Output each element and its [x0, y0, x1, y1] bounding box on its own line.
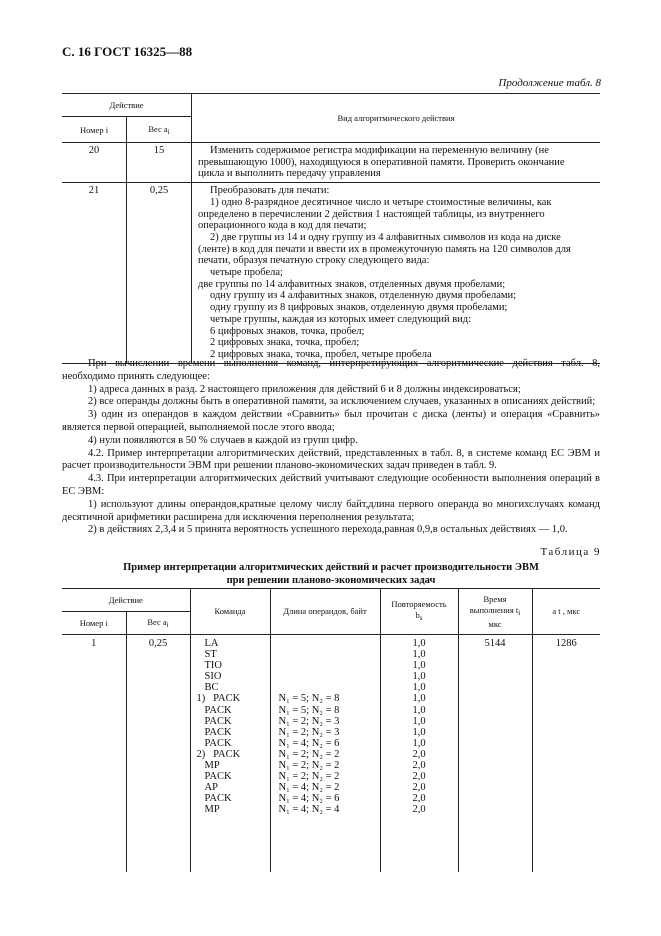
header-description: Вид алгоритмического действия [192, 94, 601, 143]
operand-length: N₁ = 4; N₂ = 4 [278, 804, 340, 816]
description-line: две группы по 14 алфавитных знаков, отделенных двумя пробелами; [198, 278, 506, 290]
description-line: 2 цифровых знака, точка, пробел; [210, 337, 360, 349]
repeat-value: 2,0 [412, 771, 426, 783]
description-line: 6 цифровых знаков, точка, пробел; [210, 325, 365, 337]
header-weight: Вес $a_i$ [126, 612, 190, 635]
repeat-value: 1,0 [412, 638, 426, 649]
repeat-value: 2,0 [412, 760, 426, 772]
repeat-value: 1,0 [412, 737, 426, 749]
table-9-header-row [62, 589, 600, 612]
repeat-value: 2,0 [412, 793, 426, 805]
operand-length [279, 638, 380, 649]
repeat-value: 1,0 [412, 660, 426, 672]
row-weight: 0,25 [127, 183, 192, 364]
header-length: Длина операндов, байт [270, 589, 380, 635]
command: LA [204, 638, 219, 649]
row-description [192, 143, 601, 183]
operand-length: N₁ = 2; N₂ = 2 [278, 748, 340, 760]
table-9-title-line: Пример интерпретации алгоритмических действий и расчет производительности ЭВМ [123, 562, 539, 573]
row-number: 20 [62, 143, 127, 183]
operand-length [279, 660, 380, 671]
paragraph: 1) используют длины операндов,кратные целому числу байт,длина первого операнда во многихслучаях команд десятичной арифметики расширена для исключения переполнения результата; [62, 498, 600, 523]
table-row [62, 183, 600, 364]
repeat-value: 1,0 [412, 693, 426, 705]
command: PACK [204, 793, 232, 805]
paragraph: 2) в действиях 2,3,4 и 5 принята вероятность успешного перехода,равная 0,9,в остальных действиях — 1,0. [88, 524, 568, 536]
command: ST [204, 649, 217, 661]
row-weight: 15 [127, 143, 192, 183]
description-line: Изменить содержимое регистра модификации на переменную величину (не [210, 145, 549, 156]
repeat-value: 2,0 [412, 804, 426, 816]
description-line: одну группу из 4 алфавитных знаков, отделенную двумя пробелами; [210, 290, 517, 302]
command: AP [204, 782, 218, 794]
command: BC [204, 682, 219, 694]
command-column [190, 635, 270, 873]
command: PACK [204, 771, 232, 783]
command: SIO [204, 671, 222, 683]
description-line: одну группу из 8 цифровых знаков, отделенную двумя пробелами; [210, 302, 508, 314]
paragraph: 4.3. При интерпретации алгоритмических действий учитывают следующие особенности выполнения операций в ЕС ЭВМ: [62, 473, 600, 497]
row-time: 5144 [458, 635, 532, 873]
command: 2) PACK [196, 748, 241, 760]
operand-length: N₁ = 2; N₂ = 2 [278, 760, 340, 772]
description-line: четыре пробела; [210, 267, 283, 279]
table-9 [62, 588, 600, 872]
operand-length: N₁ = 5; N₂ = 8 [278, 704, 340, 716]
paragraph: 2) все операнды должны быть в оперативной памяти, за исключением случаев, указанных в описаниях действий; [88, 396, 596, 408]
repeat-value: 1,0 [412, 682, 426, 694]
table-8 [62, 93, 600, 364]
description-line: определено в перечислении 2 действия 1 настоящей таблицы, из внутреннего [198, 208, 545, 220]
command: MP [204, 760, 220, 772]
paragraph: 4) нули появляются в 50 % случаев в каждой из групп цифр. [88, 434, 358, 446]
header-repeat: Повторяемость $b_s$ [380, 589, 458, 635]
header-number: Номер i [62, 612, 126, 635]
repeat-value: 2,0 [412, 782, 426, 794]
header-weight: Вес $a_i$ [127, 117, 192, 143]
header-product: a t , мкс [532, 589, 600, 635]
repeat-value: 1,0 [412, 671, 426, 683]
paragraph: 1) адреса данных в разд. 2 настоящего приложения для действий 6 и 8 должны индексироваться; [88, 383, 521, 395]
header-action: Действие [62, 589, 190, 612]
command: PACK [204, 715, 232, 727]
row-product: 1286 [555, 638, 577, 649]
command: 1) PACK [196, 693, 241, 705]
description-line: печати, образуя печатную строку следующего вида: [198, 255, 430, 267]
table-9-label: Таблица 9 [540, 546, 601, 558]
header-number: Номер i [62, 117, 127, 143]
row-number: 21 [62, 183, 127, 364]
operand-length [279, 682, 380, 693]
description-line: операционного кода в код для печати; [198, 220, 367, 232]
operand-length: N₁ = 2; N₂ = 3 [278, 726, 340, 738]
operand-length: N₁ = 4; N₂ = 2 [278, 782, 340, 794]
operand-length: N₁ = 2; N₂ = 2 [278, 771, 340, 783]
operand-length: N₁ = 4; N₂ = 6 [278, 793, 340, 805]
description-line: (ленте) в код для печати и ввести их в промежуточную память на 120 символов для [198, 243, 571, 255]
repeat-column [380, 635, 458, 873]
operand-length: N₁ = 4; N₂ = 6 [278, 737, 340, 749]
command: MP [204, 804, 220, 816]
header-command: Команда [190, 589, 270, 635]
command: TIO [204, 660, 222, 672]
repeat-value: 1,0 [412, 649, 426, 661]
description-line: 2 цифровых знака, точка, пробел, четыре пробела [210, 348, 432, 360]
operand-length: N₁ = 5; N₂ = 8 [278, 693, 340, 705]
table-continuation-label: Продолжение табл. 8 [498, 77, 601, 89]
header-action: Действие [62, 94, 192, 117]
table-8-header-row [62, 94, 600, 117]
row-description [192, 183, 601, 364]
row-weight: 0,25 [126, 635, 190, 873]
table-9-title [62, 562, 600, 587]
description-line: превышающую 1000), находящуюся в оперативной памяти. Проверить окончание [198, 156, 565, 168]
command: PACK [204, 704, 232, 716]
body-text [62, 358, 600, 537]
operand-length [279, 671, 380, 682]
table-row [62, 143, 600, 183]
command: PACK [204, 737, 232, 749]
table-row [62, 635, 600, 873]
paragraph: При вычислении времени выполнения команд, интерпретирующих алгоритмические действия табл. 8, необходимо принять следующее: [62, 358, 600, 382]
operand-length [279, 649, 380, 660]
table-9-title-line: при решении планово-экономических задач [226, 574, 436, 586]
operand-length: N₁ = 2; N₂ = 3 [278, 715, 340, 727]
paragraph: 3) один из операндов в каждом действии «Сравнить» был прочитан с диска (ленты) и операция «Сравнить» является первой операцией, выполняемой после этого ввода; [62, 409, 600, 433]
description-line: цикла и выполнить передачу управления [198, 168, 381, 180]
paragraph: 4.2. Пример интерпретации алгоритмических действий, представленных в табл. 8, в системе команд ЕС ЭВМ и расчет производительности ЭВМ при решении планово-экономических задач приведен в табл. 9. [62, 447, 600, 472]
page-heading: С. 16 ГОСТ 16325—88 [62, 44, 193, 59]
description-line: Преобразовать для печати: [210, 185, 330, 197]
repeat-value: 2,0 [412, 748, 426, 760]
description-line: 2) две группы из 14 и одну группу из 4 алфавитных символов из кода на диске [210, 231, 561, 243]
command: PACK [204, 726, 232, 738]
description-line: четыре группы, каждая из которых имеет следующий вид: [210, 313, 472, 325]
length-column [270, 635, 380, 873]
repeat-value: 1,0 [412, 715, 426, 727]
description-line: 1) одно 8-разрядное десятичное число и четыре стоимостные величины, как [210, 196, 552, 208]
row-number: 1 [62, 635, 126, 873]
repeat-value: 1,0 [412, 704, 426, 716]
header-time: Время выполнения $t_i$ мкс [458, 589, 532, 635]
repeat-value: 1,0 [412, 726, 426, 738]
